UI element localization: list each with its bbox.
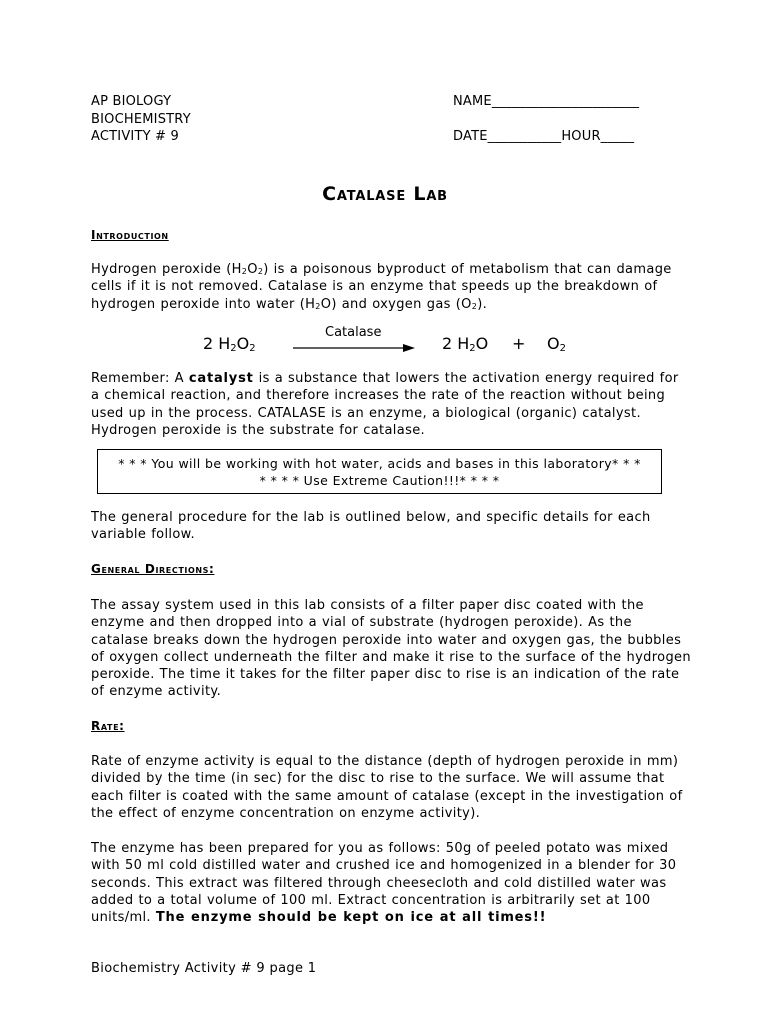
subscript: 2 xyxy=(249,343,256,354)
reaction-equation xyxy=(0,325,770,365)
intro-text: O) and oxygen gas (O xyxy=(320,296,472,312)
subscript: 2 xyxy=(257,267,264,276)
product-water xyxy=(442,334,488,353)
introduction-heading: Introduction xyxy=(91,228,169,242)
intro-text: Remember: A xyxy=(91,371,189,386)
page-footer: Biochemistry Activity # 9 page 1 xyxy=(91,961,317,976)
intro-text: ). xyxy=(477,296,488,312)
unit-name: BIOCHEMISTRY xyxy=(91,111,191,127)
general-directions-heading: General Directions: xyxy=(91,562,215,576)
reactant xyxy=(203,334,256,353)
subscript: 2 xyxy=(241,267,248,276)
general-directions-paragraph: The assay system used in this lab consists of a filter paper disc coated with the enzyme and then dropped into a vial of substrate (hydrogen peroxide). As the catalase breaks down the hydrogen peroxide into water and oxygen gas, the bubbles of oxygen collect underneath the filter and make it rise to the surface of the hydrogen peroxide. The time it takes for the filter paper disc to rise is an indication of the rate of enzyme activity. xyxy=(91,598,691,700)
intro-paragraph-1 xyxy=(91,261,691,313)
ice-warning: The enzyme should be kept on ice at all times!! xyxy=(155,910,547,926)
caution-line-1: * * * You will be working with hot water, acids and bases in this laboratory* * * xyxy=(118,456,641,471)
reaction-arrow-icon xyxy=(293,343,415,353)
caution-box xyxy=(97,449,662,494)
enzyme-label: Catalase xyxy=(325,325,382,340)
course-name: AP BIOLOGY xyxy=(91,94,172,109)
intro-paragraph-2 xyxy=(91,370,691,439)
subscript: 2 xyxy=(471,301,478,311)
intro-paragraph-3: The general procedure for the lab is outlined below, and specific details for each variable follow. xyxy=(91,510,651,543)
rate-heading: Rate: xyxy=(91,719,125,733)
plus-sign: + xyxy=(512,334,526,353)
reactant-mid: O xyxy=(236,334,250,353)
reactant-coef: 2 H xyxy=(203,334,231,353)
catalyst-term: catalyst xyxy=(188,371,254,386)
name-field: NAME______________________ xyxy=(453,94,640,109)
product-oxygen xyxy=(547,334,566,353)
intro-text: O xyxy=(247,262,258,277)
page-title: Catalase Lab xyxy=(322,183,448,205)
activity-number: ACTIVITY # 9 xyxy=(91,129,179,144)
rate-text: The enzyme has been prepared for you as follows: 50g of peeled potato was mixed with 50 ml cold distilled water and crushed ice and homogenized in a blender for 30 seconds. This extract was filtered through cheesecloth and cold distilled water was added to a total volume of 100 ml. Extract concentration is arbitrarily set at 100 units/ml. xyxy=(91,841,677,926)
course-info xyxy=(91,93,191,146)
product-coef: 2 H xyxy=(442,334,470,353)
intro-text: ) is a poisonous byproduct of metabolism that can damage cells if it is not removed. Catalase is an enzyme that speeds up the breakdown of hydrogen peroxide into water (H xyxy=(91,262,672,312)
subscript: 2 xyxy=(469,343,476,354)
subscript: 2 xyxy=(230,343,237,354)
rate-paragraph-1: Rate of enzyme activity is equal to the distance (depth of hydrogen peroxide in mm) divided by the time (in sec) for the disc to rise to the surface. We will assume that each filter is coated with the same amount of catalase (except in the investigation of the effect of enzyme concentration on enzyme activity). xyxy=(91,754,683,821)
rate-paragraph-2 xyxy=(91,840,691,926)
subscript: 2 xyxy=(559,343,566,354)
intro-text: is a substance that lowers the activation energy required for a chemical reaction, and therefore increases the rate of the reaction without being used up in the process. CATALASE is an enzyme, a biological (organic) catalyst. Hydrogen peroxide is the substrate for catalase. xyxy=(91,371,679,438)
product-symbol: O xyxy=(547,334,560,353)
intro-text: Hydrogen peroxide (H xyxy=(91,262,242,277)
date-hour-field: DATE___________HOUR_____ xyxy=(453,129,635,144)
caution-line-2: * * * * Use Extreme Caution!!!* * * * xyxy=(259,473,500,488)
student-fields xyxy=(453,93,639,146)
subscript: 2 xyxy=(315,301,321,311)
product-end: O xyxy=(475,334,489,353)
